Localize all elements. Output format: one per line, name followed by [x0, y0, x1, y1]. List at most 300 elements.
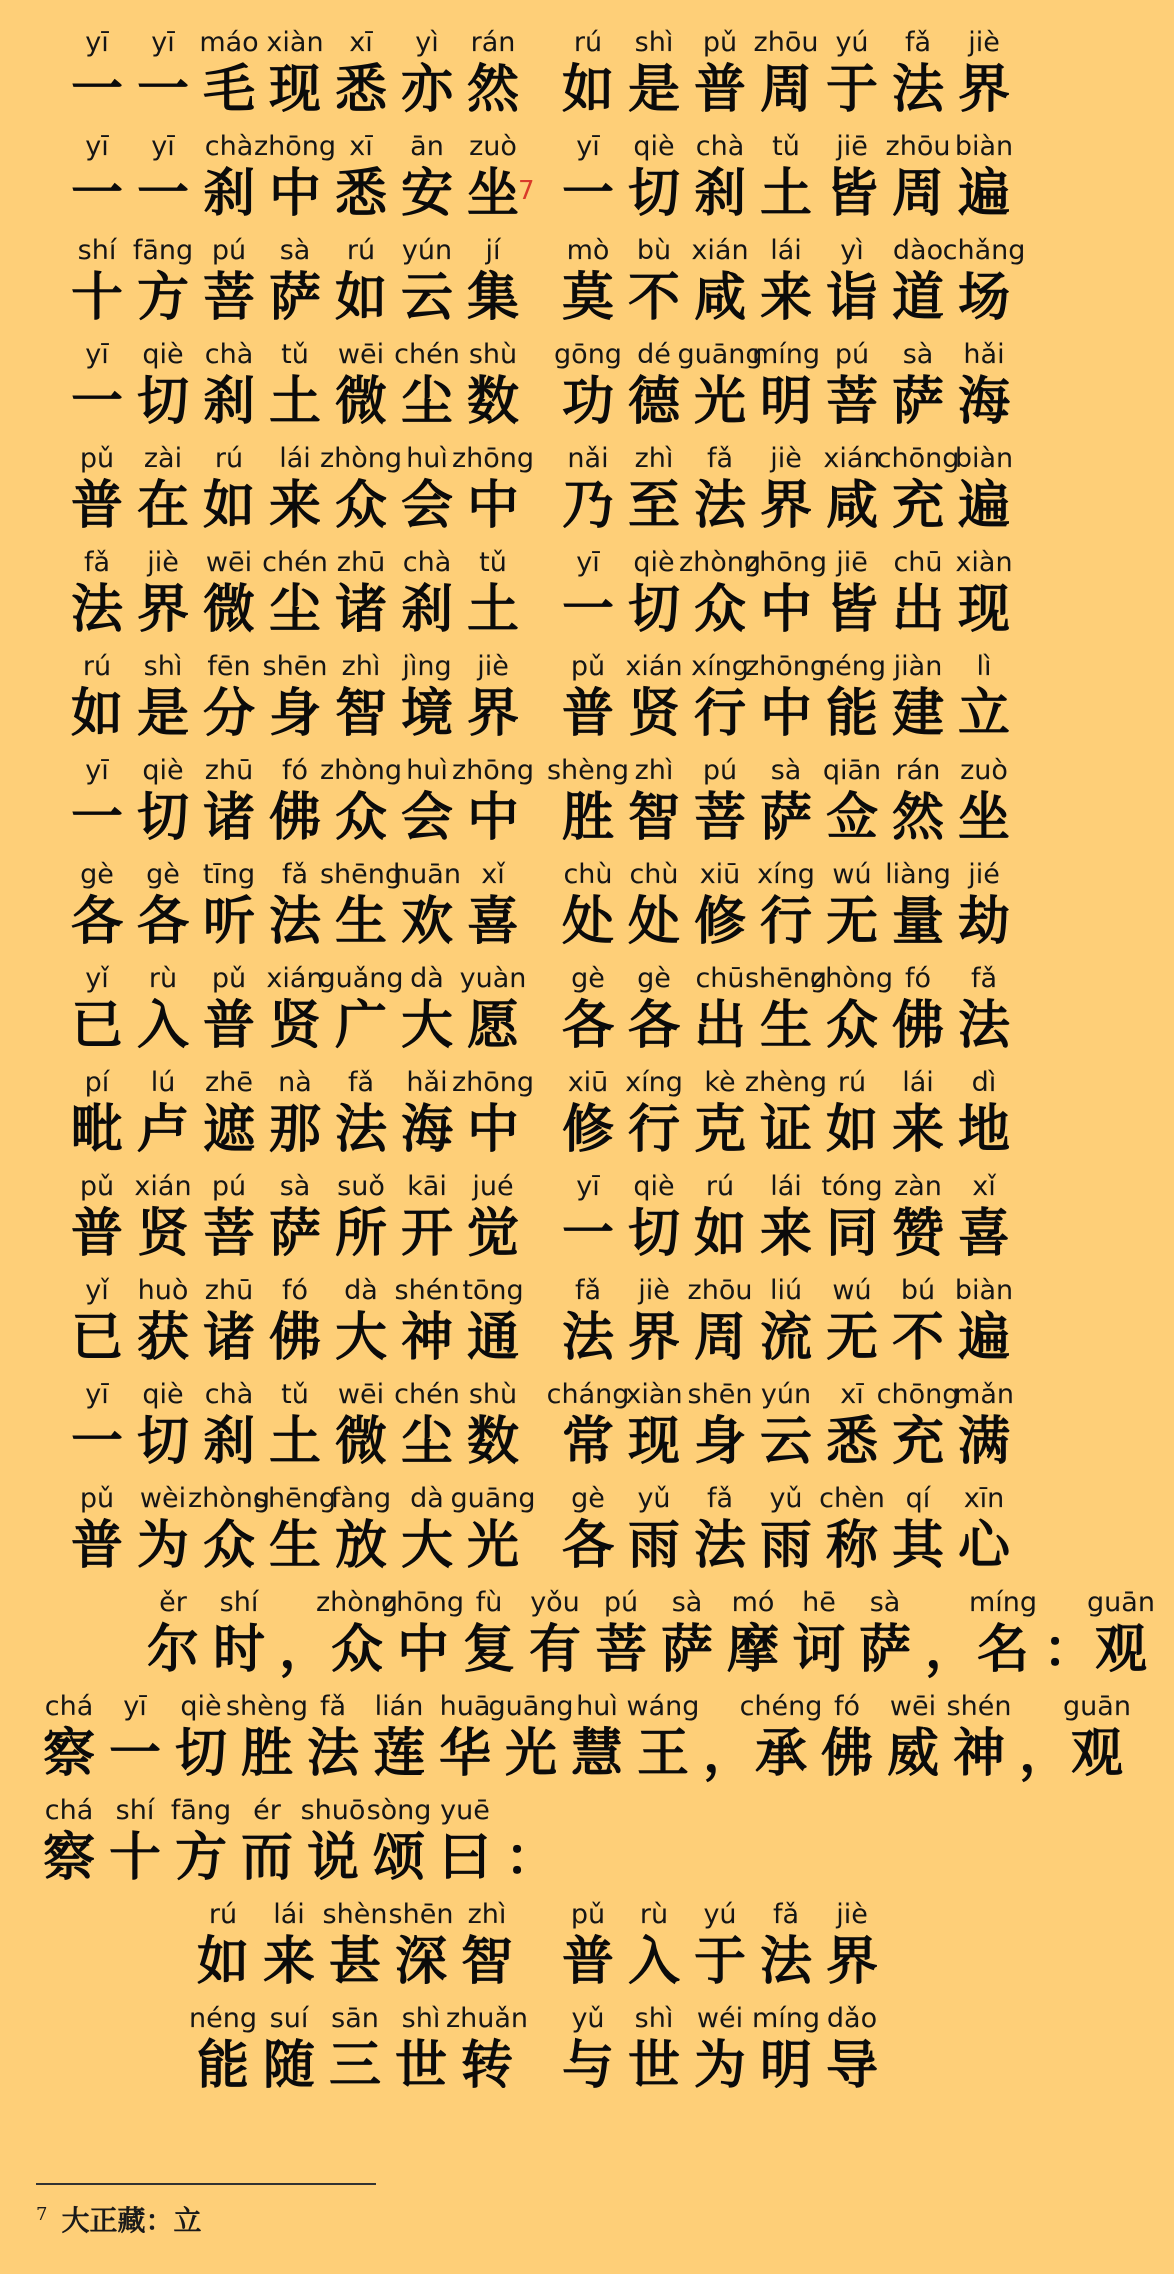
ruby-char [951, 334, 1017, 438]
hanzi: 与 [561, 2036, 614, 2096]
pinyin: chū [893, 547, 943, 578]
hanzi: 亦 [400, 60, 453, 120]
pinyin: shēng [253, 1483, 337, 1514]
pinyin: wú [832, 859, 872, 890]
pinyin: lái [273, 1899, 305, 1930]
hanzi: 法 [561, 1308, 614, 1368]
hanzi: 大 [334, 1308, 387, 1368]
pinyin: zhōng [744, 547, 828, 578]
pinyin: lì [976, 651, 992, 682]
pinyin: zhuǎn [445, 2003, 529, 2034]
ruby-char [460, 1270, 526, 1374]
pinyin: shēn [262, 651, 328, 682]
hanzi: 切 [627, 1204, 680, 1264]
pinyin: jiè [638, 1275, 670, 1306]
hanzi: 智 [627, 788, 680, 848]
pinyin: huì [406, 755, 448, 786]
hanzi: 大 [400, 1516, 453, 1576]
hanzi: 切 [174, 1724, 227, 1784]
hanzi: 觉 [466, 1204, 519, 1264]
pinyin: fǎ [574, 1275, 602, 1306]
hanzi: 刹 [202, 372, 255, 432]
hanzi: 欢 [400, 892, 453, 952]
hanzi: 切 [136, 372, 189, 432]
pinyin: zhòng [678, 547, 762, 578]
ruby-char [951, 542, 1017, 646]
ruby-char [951, 958, 1017, 1062]
pinyin: gè [571, 1483, 605, 1514]
hanzi: 诸 [334, 580, 387, 640]
hanzi: 遍 [957, 476, 1010, 536]
pinyin: pǔ [702, 27, 738, 58]
ruby-char [460, 1166, 526, 1270]
hanzi: 无 [825, 892, 878, 952]
hanzi: 法 [268, 892, 321, 952]
hanzi: 菩 [693, 788, 746, 848]
hanzi: 流 [759, 1308, 812, 1368]
pinyin: biàn [954, 443, 1014, 474]
hanzi: 立 [957, 684, 1010, 744]
hanzi: 一 [136, 164, 189, 224]
pinyin: jí [485, 235, 501, 266]
hanzi: 微 [334, 372, 387, 432]
pinyin: shèng [546, 755, 630, 786]
pinyin: jué [472, 1171, 514, 1202]
pinyin: rú [705, 1171, 735, 1202]
hanzi: 克 [693, 1100, 746, 1160]
verse-line [0, 750, 1080, 854]
pinyin: zhòng [319, 443, 403, 474]
hanzi: 摩 [726, 1620, 779, 1680]
hanzi: 众 [330, 1620, 383, 1680]
pinyin: yǐ [85, 1275, 109, 1306]
pinyin: yī [576, 1171, 600, 1202]
pinyin: fǎ [970, 963, 998, 994]
pinyin: pí [84, 1067, 110, 1098]
hanzi: 导 [825, 2036, 878, 2096]
hanzi: 中 [396, 1620, 449, 1680]
hanzi: 充 [891, 476, 944, 536]
hanzi: 然 [891, 788, 944, 848]
hanzi: 赞 [891, 1204, 944, 1264]
hanzi: 尘 [268, 580, 321, 640]
ruby-char [951, 126, 1017, 230]
pinyin: chà [204, 131, 254, 162]
hanzi: 处 [561, 892, 614, 952]
hanzi: 毛 [202, 60, 255, 120]
hanzi: 一 [70, 372, 123, 432]
pinyin: qí [905, 1483, 931, 1514]
ruby-char [951, 1374, 1017, 1478]
pinyin: sà [279, 1171, 311, 1202]
hanzi: 切 [627, 580, 680, 640]
pinyin: rú [82, 651, 112, 682]
verse-line [0, 1998, 1080, 2102]
hanzi: 开 [400, 1204, 453, 1264]
ruby-char [819, 1894, 885, 1998]
hanzi: 常 [561, 1412, 614, 1472]
hanzi: 威 [886, 1724, 939, 1784]
pinyin: guān [1087, 1587, 1155, 1618]
pinyin: tóng [821, 1171, 883, 1202]
hanzi: 各 [70, 892, 123, 952]
footnote-number: 7 [36, 2204, 48, 2225]
hanzi: 萨 [268, 268, 321, 328]
hanzi: 法 [891, 60, 944, 120]
verse-line [0, 854, 1080, 958]
verse-line [0, 1374, 1080, 1478]
pinyin: shuō [300, 1795, 366, 1826]
hanzi: 世 [394, 2036, 447, 2096]
hanzi: 明 [759, 372, 812, 432]
pinyin: xīn [963, 1483, 1005, 1514]
hanzi: 一 [108, 1724, 161, 1784]
hanzi: 尔 [146, 1620, 199, 1680]
pinyin: qiè [633, 547, 675, 578]
pinyin: shù [468, 1379, 518, 1410]
pinyin: wēi [889, 1691, 937, 1722]
hanzi: 察 [42, 1828, 95, 1888]
hanzi: 慧 [570, 1724, 623, 1784]
pinyin: lái [770, 235, 802, 266]
hanzi: 如 [693, 1204, 746, 1264]
hanzi: 普 [70, 1204, 123, 1264]
pinyin: yī [151, 27, 175, 58]
hanzi: 方 [174, 1828, 227, 1888]
pinyin: jiè [836, 1899, 868, 1930]
pinyin: chà [204, 339, 254, 370]
pinyin: pú [702, 755, 738, 786]
pinyin: dà [410, 1483, 444, 1514]
pinyin: bù [636, 235, 672, 266]
pinyin: sà [770, 755, 802, 786]
hanzi: 一 [561, 1204, 614, 1264]
pinyin: guāng [450, 1483, 536, 1514]
hanzi: 智 [334, 684, 387, 744]
pinyin: zhōu [753, 27, 819, 58]
pinyin: hē [802, 1587, 836, 1618]
pinyin: tōng [462, 1275, 524, 1306]
hanzi: 界 [825, 1932, 878, 1992]
hanzi: 切 [627, 164, 680, 224]
verse-line [0, 1166, 1080, 1270]
hanzi: 为 [693, 2036, 746, 2096]
ruby-char [460, 334, 526, 438]
hanzi: 三 [328, 2036, 381, 2096]
hanzi: 法 [693, 476, 746, 536]
pinyin: xíng [625, 1067, 683, 1098]
ruby-char [206, 1582, 272, 1686]
hanzi: 颂 [372, 1828, 425, 1888]
hanzi: 佛 [820, 1724, 873, 1784]
pinyin: yún [760, 1379, 812, 1410]
pinyin: fǎ [772, 1899, 800, 1930]
hanzi: 土 [268, 1412, 321, 1472]
footnote-text: 大正藏：立 [61, 2204, 202, 2237]
pinyin: fǎ [706, 443, 734, 474]
hanzi: 至 [627, 476, 680, 536]
hanzi: 同 [825, 1204, 878, 1264]
pinyin: jiè [477, 651, 509, 682]
hanzi: 是 [627, 60, 680, 120]
hanzi: 佛 [268, 788, 321, 848]
pinyin: fāng [170, 1795, 232, 1826]
hanzi: 萨 [891, 372, 944, 432]
pinyin: zhòng [315, 1587, 399, 1618]
hanzi: 中 [759, 580, 812, 640]
pinyin: zhòng [810, 963, 894, 994]
pinyin: míng [968, 1587, 1038, 1618]
hanzi: 法 [957, 996, 1010, 1056]
hanzi: 愿 [466, 996, 519, 1056]
pinyin: guǎng [318, 963, 404, 994]
pinyin: shèng [225, 1691, 309, 1722]
pinyin: zuò [960, 755, 1008, 786]
ruby-char [970, 1582, 1036, 1686]
pinyin: fǎ [281, 859, 309, 890]
pinyin: gè [571, 963, 605, 994]
pinyin: shēng [319, 859, 403, 890]
hanzi: 悉 [825, 1412, 878, 1472]
pinyin: míng [751, 2003, 821, 2034]
hanzi: 有 [528, 1620, 581, 1680]
hanzi: 皆 [825, 580, 878, 640]
ruby-char [852, 1582, 918, 1686]
hanzi: 萨 [858, 1620, 911, 1680]
hanzi: 来 [262, 1932, 315, 1992]
pinyin: sà [671, 1587, 703, 1618]
pinyin: fǎ [83, 547, 111, 578]
hanzi: 境 [400, 684, 453, 744]
pinyin: zhòng [319, 755, 403, 786]
hanzi: 中 [268, 164, 321, 224]
hanzi: 一 [70, 60, 123, 120]
pinyin: guān [1063, 1691, 1131, 1722]
pinyin: fǎ [319, 1691, 347, 1722]
verse-line [0, 1270, 1080, 1374]
pinyin: xiàn [625, 1379, 683, 1410]
pinyin: chù [629, 859, 679, 890]
pinyin: rú [214, 443, 244, 474]
hanzi: 如 [561, 60, 614, 120]
ruby-char [460, 126, 526, 230]
hanzi: 界 [759, 476, 812, 536]
hanzi: 刹 [202, 1412, 255, 1472]
hanzi: 遍 [957, 164, 1010, 224]
pinyin: lú [150, 1067, 176, 1098]
pinyin: xián [266, 963, 324, 994]
hanzi: 菩 [202, 268, 255, 328]
hanzi: 充 [891, 1412, 944, 1472]
hanzi: 入 [136, 996, 189, 1056]
hanzi: 法 [334, 1100, 387, 1160]
pinyin: dé [637, 339, 671, 370]
pinyin: pǔ [570, 651, 606, 682]
pinyin: qiè [142, 1379, 184, 1410]
pinyin: xǐ [481, 859, 505, 890]
pinyin: gōng [554, 339, 622, 370]
ruby-char [460, 854, 526, 958]
pinyin: wēi [205, 547, 253, 578]
pinyin: rù [639, 1899, 669, 1930]
hanzi: 观 [1070, 1724, 1123, 1784]
pinyin: tǔ [281, 339, 309, 370]
pinyin: sòng [366, 1795, 432, 1826]
pinyin: yǔ [571, 2003, 605, 2034]
ruby-char [432, 1790, 498, 1894]
hanzi: 现 [627, 1412, 680, 1472]
hanzi: ， [702, 1724, 755, 1784]
pinyin: xǐ [972, 1171, 996, 1202]
pinyin: shén [946, 1691, 1012, 1722]
ruby-char [946, 1686, 1012, 1790]
hanzi: ： [504, 1828, 557, 1888]
hanzi: 中 [466, 1100, 519, 1160]
hanzi: 法 [759, 1932, 812, 1992]
hanzi: 各 [136, 892, 189, 952]
pinyin: zhōng [744, 651, 828, 682]
pinyin: chén [262, 547, 328, 578]
hanzi: 界 [136, 580, 189, 640]
hanzi: 甚 [328, 1932, 381, 1992]
pinyin: fó [833, 1691, 861, 1722]
pinyin: zhì [634, 443, 674, 474]
pinyin: dào [892, 235, 944, 266]
pinyin: yú [703, 1899, 737, 1930]
pinyin: chén [394, 1379, 460, 1410]
pinyin: pǔ [570, 1899, 606, 1930]
hanzi: 尘 [400, 1412, 453, 1472]
ruby-char [1088, 1582, 1154, 1686]
hanzi: 大 [400, 996, 453, 1056]
hanzi: 法 [70, 580, 123, 640]
pinyin: pú [211, 1171, 247, 1202]
pinyin: mǎn [954, 1379, 1014, 1410]
hanzi: 云 [400, 268, 453, 328]
hanzi: 遍 [957, 1308, 1010, 1368]
hanzi: 为 [136, 1516, 189, 1576]
hanzi: 咸 [825, 476, 878, 536]
pinyin: zhū [204, 1275, 254, 1306]
pinyin: shì [634, 2003, 674, 2034]
pinyin: zhòng [187, 1483, 271, 1514]
hanzi: 会 [400, 476, 453, 536]
pinyin: guāng [677, 339, 763, 370]
hanzi: 分 [202, 684, 255, 744]
pinyin: rú [346, 235, 376, 266]
hanzi: 遮 [202, 1100, 255, 1160]
pinyin: yī [85, 27, 109, 58]
pinyin: gè [80, 859, 114, 890]
hanzi: 莲 [372, 1724, 425, 1784]
hanzi: 土 [466, 580, 519, 640]
hanzi: 普 [561, 684, 614, 744]
hanzi: 海 [400, 1100, 453, 1160]
hanzi: 那 [268, 1100, 321, 1160]
pinyin: gè [637, 963, 671, 994]
hanzi: 如 [825, 1100, 878, 1160]
pinyin: fó [904, 963, 932, 994]
pinyin: chá [44, 1691, 94, 1722]
pinyin: zhōu [885, 131, 951, 162]
pinyin: dà [344, 1275, 378, 1306]
ruby-char [1064, 1686, 1130, 1790]
hanzi: 德 [627, 372, 680, 432]
hanzi: 各 [627, 996, 680, 1056]
pinyin: ér [253, 1795, 281, 1826]
hanzi: 一 [70, 164, 123, 224]
pinyin: rù [148, 963, 178, 994]
hanzi: 普 [202, 996, 255, 1056]
ruby-char [454, 1894, 520, 1998]
pinyin: yī [85, 755, 109, 786]
pinyin: chōng [876, 1379, 960, 1410]
pinyin: rán [470, 27, 516, 58]
pinyin: fù [475, 1587, 503, 1618]
hanzi: 周 [759, 60, 812, 120]
hanzi: 能 [196, 2036, 249, 2096]
ruby-char [951, 1270, 1017, 1374]
hanzi: 建 [891, 684, 944, 744]
hanzi: 承 [754, 1724, 807, 1784]
hanzi: 生 [759, 996, 812, 1056]
pinyin: jiè [770, 443, 802, 474]
pinyin: dǎo [826, 2003, 878, 2034]
pinyin: yuàn [459, 963, 527, 994]
pinyin: yú [835, 27, 869, 58]
pinyin: huān [393, 859, 461, 890]
pinyin: lái [902, 1067, 934, 1098]
pinyin: shì [143, 651, 183, 682]
pinyin: qiè [180, 1691, 222, 1722]
hanzi: 方 [136, 268, 189, 328]
hanzi: 广 [334, 996, 387, 1056]
hanzi: 曰 [438, 1828, 491, 1888]
hanzi: 名 [976, 1620, 1029, 1680]
hanzi: 刹 [202, 164, 255, 224]
hanzi: 光 [693, 372, 746, 432]
pinyin: chǎng [942, 235, 1026, 266]
hanzi: 乃 [561, 476, 614, 536]
ruby-char [951, 22, 1017, 126]
verse-line [0, 542, 1080, 646]
hanzi: 刹 [693, 164, 746, 224]
ruby-char [450, 1478, 536, 1582]
hanzi: ， [924, 1620, 977, 1680]
hanzi: 菩 [202, 1204, 255, 1264]
ruby-char [951, 438, 1017, 542]
hanzi: 皆 [825, 164, 878, 224]
pinyin: wéi [696, 2003, 744, 2034]
footnote-marker: 7 [518, 176, 535, 206]
hanzi: 众 [334, 476, 387, 536]
hanzi: 转 [460, 2036, 513, 2096]
ruby-char [451, 1062, 535, 1166]
hanzi: 众 [334, 788, 387, 848]
hanzi: 出 [891, 580, 944, 640]
hanzi: 佛 [891, 996, 944, 1056]
hanzi: 毗 [70, 1100, 123, 1160]
pinyin: chōng [876, 443, 960, 474]
pinyin: shèn [322, 1899, 388, 1930]
hanzi: 界 [957, 60, 1010, 120]
hanzi: 尘 [400, 372, 453, 432]
pinyin: tǔ [281, 1379, 309, 1410]
pinyin: zhōng [451, 755, 535, 786]
ruby-char [460, 542, 526, 646]
pinyin: ěr [159, 1587, 187, 1618]
pinyin: sān [331, 2003, 379, 2034]
